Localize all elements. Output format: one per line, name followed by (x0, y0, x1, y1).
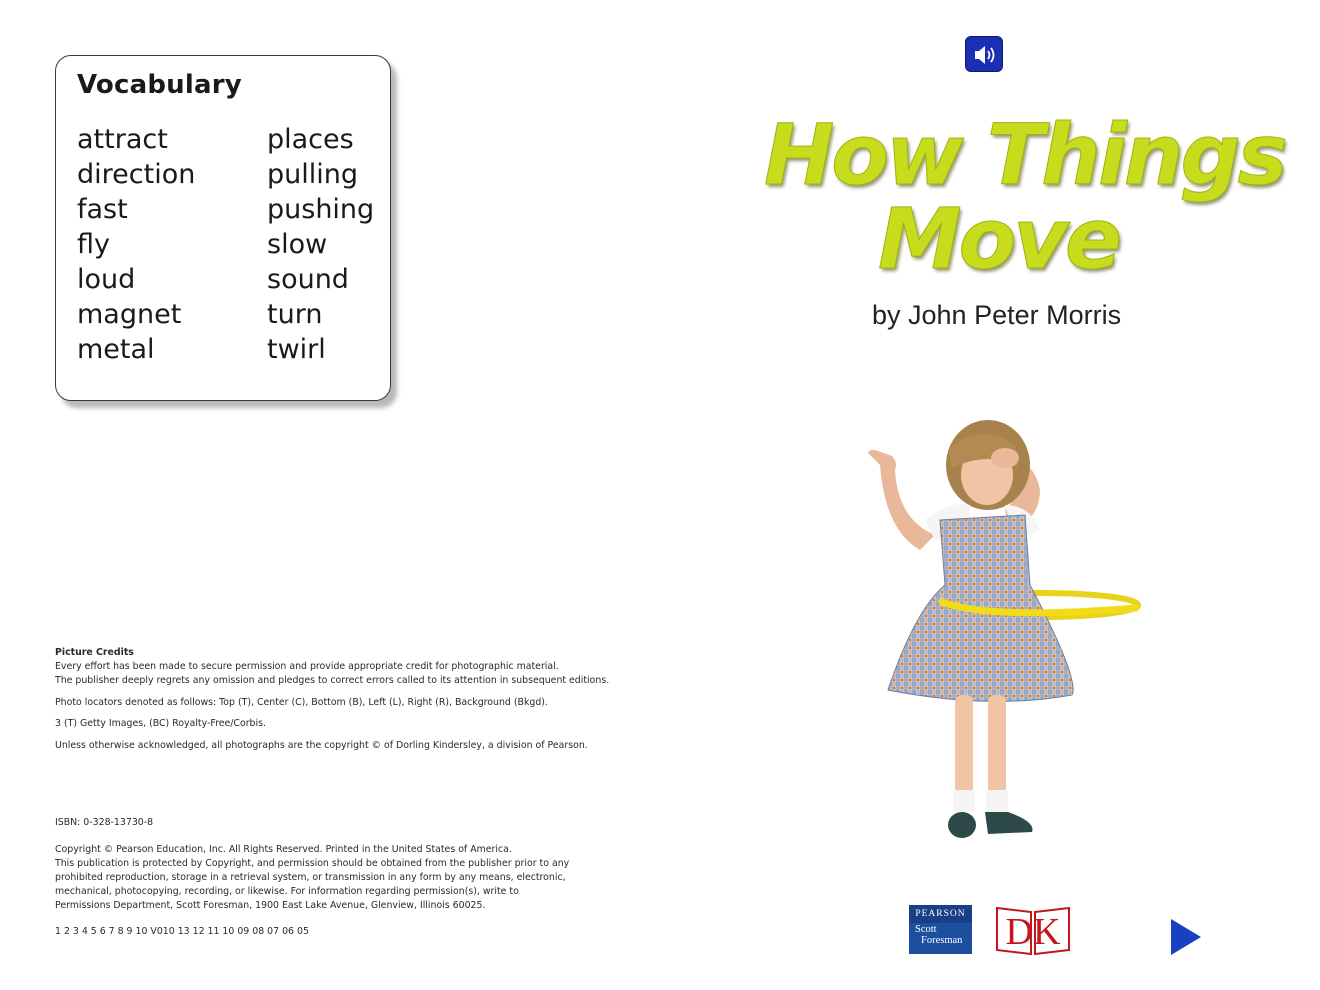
book-title-line-1: How Things (764, 106, 1285, 204)
print-line: 1 2 3 4 5 6 7 8 9 10 V010 13 12 11 10 09 08 07 06 05 (55, 926, 309, 937)
vocab-word: magnet (77, 299, 182, 330)
dk-logo-text: DK (1005, 911, 1061, 953)
vocab-word: turn (267, 299, 323, 330)
isbn: ISBN: 0-328-13730-8 (55, 817, 154, 828)
copyright-text: This publication is protected by Copyright, and permission should be obtained from the publisher prior to any (55, 858, 570, 869)
vocab-word: attract (77, 124, 168, 155)
pearson-logo-text: PEARSON (909, 905, 972, 923)
pearson-scott-foresman-logo (909, 905, 972, 954)
scott-text: Scott (915, 924, 937, 935)
credits-text: Photo locators denoted as follows: Top (T), Center (C), Bottom (B), Left (L), Right (R), Background (Bkgd). (55, 697, 548, 708)
vocab-word: loud (77, 264, 136, 295)
book-title-line-2: Move (878, 190, 1120, 288)
speaker-icon (972, 43, 998, 67)
vocabulary-right-column (267, 122, 374, 367)
vocab-word: direction (77, 159, 196, 190)
credits-text: Unless otherwise acknowledged, all photographs are the copyright © of Dorling Kindersley, a division of Pearson. (55, 740, 588, 751)
vocab-word: fast (77, 194, 128, 225)
play-arrow-icon (1171, 919, 1201, 955)
vocab-word: fly (77, 229, 110, 260)
credits-text: 3 (T) Getty Images, (BC) Royalty-Free/Corbis. (55, 718, 266, 729)
copyright-text: Copyright © Pearson Education, Inc. All Rights Reserved. Printed in the United States of America. (55, 844, 512, 855)
vocab-word: pushing (267, 194, 375, 225)
vocabulary-left-column (77, 122, 195, 367)
author-byline: by John Peter Morris (872, 300, 1122, 330)
audio-button[interactable] (965, 36, 1003, 72)
girl-hula-hoop-photo (840, 410, 1150, 860)
credits-text: The publisher deeply regrets any omission and pledges to correct errors called to its attention in subsequent editions. (55, 675, 610, 686)
vocabulary-box (55, 55, 391, 401)
vocab-word: slow (267, 229, 328, 260)
copyright-text: Permissions Department, Scott Foresman, 1900 East Lake Avenue, Glenview, Illinois 60025. (55, 900, 486, 911)
vocabulary-title: Vocabulary (77, 70, 242, 100)
credits-text: Every effort has been made to secure permission and provide appropriate credit for photographic material. (55, 661, 559, 672)
vocab-word: twirl (267, 334, 326, 365)
scott-foresman-logo-text (915, 925, 962, 946)
vocab-word: sound (267, 264, 349, 295)
vocab-word: pulling (267, 159, 359, 190)
vocab-word: places (267, 124, 354, 155)
foresman-text: Foresman (921, 934, 963, 946)
copyright-text: mechanical, photocopying, recording, or likewise. For information regarding permission(s), write to (55, 886, 519, 897)
copyright-text: prohibited reproduction, storage in a retrieval system, or transmission in any form by any means, electronic, (55, 872, 566, 883)
dk-logo (994, 904, 1072, 956)
picture-credits-heading: Picture Credits (55, 647, 134, 658)
next-page-button[interactable] (1170, 918, 1202, 956)
vocab-word: metal (77, 334, 155, 365)
